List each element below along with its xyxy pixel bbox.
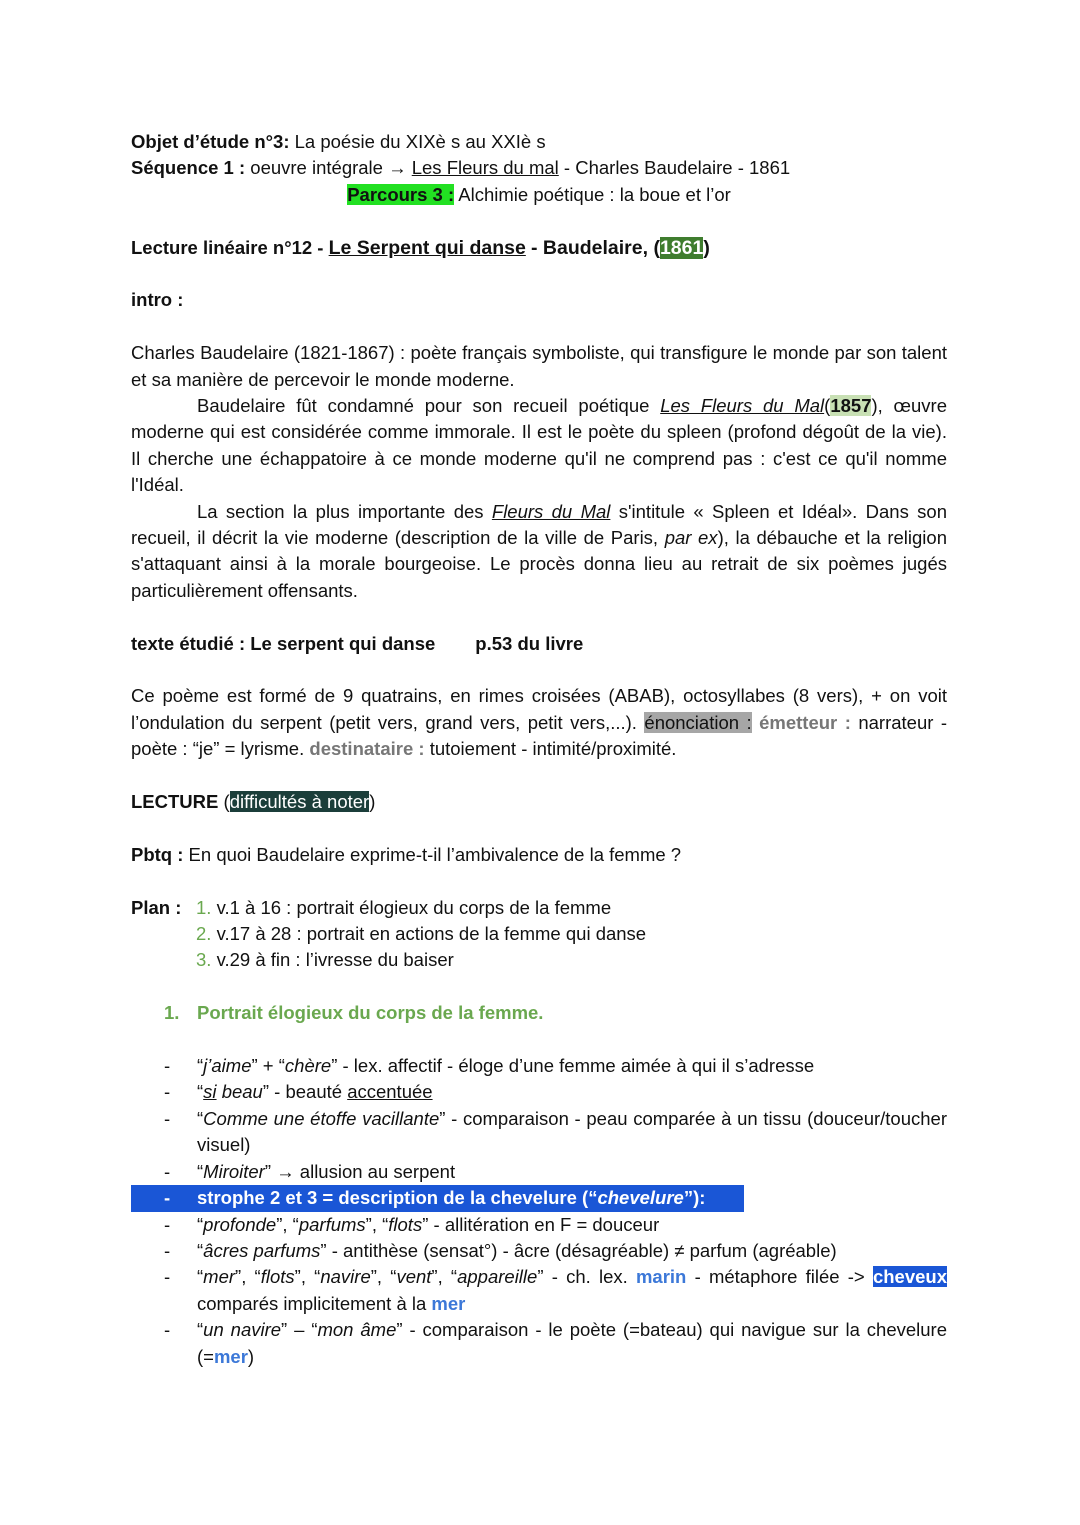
list-item: - “j’aime” + “chère” - lex. affectif - éloge d’une femme aimée à qui il s’adresse — [164, 1055, 815, 1077]
pbtq-label: Pbtq : — [131, 843, 184, 865]
p2-text-a: Baudelaire fût condamné pour son recueil poétique — [197, 395, 650, 417]
lecture-label: LECTURE — [131, 791, 219, 813]
plan-item-3 — [131, 947, 947, 973]
list-item: - “Comme une étoffe vacillante” - comparaison - peau comparée à un tissu (douceur/toucher visuel) — [164, 1107, 947, 1156]
lecture-close: ) — [369, 791, 376, 813]
sequence-line — [131, 155, 947, 181]
lecture-open: ( — [223, 791, 230, 813]
section-1-title: Portrait élogieux du corps de la femme. — [197, 1002, 544, 1024]
sequence-rest: - Charles Baudelaire - 1861 — [563, 157, 791, 179]
lecture-note: difficultés à noter — [229, 791, 370, 813]
parcours-line — [131, 182, 947, 208]
list-item: - “mer”, “flots”, “navire”, “vent”, “appareille” - ch. lex. marin - métaphore filée -> cheveux comparés implicitement à la mer — [164, 1266, 948, 1314]
p3-text-b: s'intitule « Spleen et Idéal». Dans son recueil, il décrit la vie moderne (description de la ville de Paris, — [131, 500, 948, 549]
list-item: - “profonde”, “parfums”, “flots” - allitération en F = douceur — [164, 1213, 660, 1235]
texte-etudie — [131, 631, 947, 657]
enonciation-label: énonciation : — [644, 711, 752, 733]
plan-item-2 — [131, 921, 947, 947]
p2-open: ( — [824, 395, 831, 417]
p3-work: Fleurs du Mal — [491, 500, 611, 522]
objet-text: La poésie du XIXè s au XXIè s — [294, 131, 546, 152]
analyse-paragraph — [131, 683, 947, 762]
poem-title: Le Serpent qui danse — [328, 236, 526, 259]
section-1-num: 1. — [164, 1002, 180, 1024]
plan-text-2: v.17 à 28 : portrait en actions de la femme qui danse — [216, 923, 647, 945]
intro-paragraph-2 — [131, 393, 947, 499]
analyse-a: Ce poème est formé de 9 quatrains, en rimes croisées (ABAB), octosyllabes (8 vers), + on voit l’ondulation du serpent (petit vers, grand vers, petit vers,...). — [131, 685, 947, 733]
destinataire-label: destinataire : — [309, 738, 425, 760]
title-close: ) — [703, 236, 710, 259]
p2-text-b: ), œuvre moderne qui est considérée comme immorale. Il est le poète du spleen (profond dégoût de la vie). Il cherche une échappatoire à ce monde moderne qu'il ne comprend pas : c'est ce qu'il nomme l'Idéal. — [131, 395, 948, 496]
texte-page: p.53 du livre — [475, 632, 584, 654]
lecture-title — [131, 235, 947, 261]
sequence-text: oeuvre intégrale → — [250, 157, 407, 179]
list-item: - “si beau” - beauté accentuée — [164, 1081, 433, 1103]
pbtq-line — [131, 842, 947, 868]
plan-num-2: 2. — [196, 923, 212, 945]
emetteur-label: émetteur : — [759, 711, 851, 733]
plan-item-1 — [131, 895, 947, 921]
intro-paragraph-3 — [131, 499, 947, 605]
lecture-line — [131, 789, 947, 815]
intro-paragraph-1: Charles Baudelaire (1821-1867) : poète français symboliste, qui transfigure le monde par son talent et sa manière de percevoir le monde moderne. — [131, 342, 947, 390]
title-prefix: Lecture linéaire n°12 - — [131, 236, 324, 258]
sequence-label: Séquence 1 : — [131, 157, 246, 179]
intro-heading: intro : — [131, 289, 184, 311]
texte-label: texte étudié : Le serpent qui danse — [131, 632, 436, 654]
p3-text-c: ), la débauche et la religion s'attaquant ainsi à la morale bourgeoise. Le procès donna lieu au retrait de six poèmes jugés particulièrement offensants. — [131, 527, 947, 601]
parcours-text: Alchimie poétique : la boue et l’or — [458, 183, 731, 205]
analyse-c: tutoiement - intimité/proximité. — [429, 738, 677, 760]
plan-num-3: 3. — [196, 949, 212, 971]
sequence-work: Les Fleurs du mal — [411, 157, 559, 179]
pbtq-text: En quoi Baudelaire exprime-t-il l’ambivalence de la femme ? — [188, 843, 682, 865]
plan-text-3: v.29 à fin : l’ivresse du baiser — [216, 949, 454, 971]
plan-text-1: v.1 à 16 : portrait élogieux du corps de la femme — [216, 896, 612, 918]
parcours-label: Parcours 3 : — [347, 183, 455, 205]
analysis-list — [131, 1053, 947, 1370]
p2-work: Les Fleurs du Mal — [660, 395, 825, 417]
objet-label: Objet d’étude n°3: — [131, 131, 290, 152]
plan-num-1: 1. — [196, 896, 212, 918]
objet-line — [131, 129, 947, 155]
list-item-highlighted: - strophe 2 et 3 = description de la chevelure (“chevelure”): — [131, 1185, 947, 1211]
p3-text-a: La section la plus importante des — [197, 500, 484, 522]
list-item: - “âcres parfums” - antithèse (sensat°) - âcre (désagréable) ≠ parfum (agréable) — [164, 1239, 837, 1261]
p2-year: 1857 — [830, 395, 872, 417]
title-author: - Baudelaire, ( — [530, 236, 660, 259]
analyse-b: narrateur - poète : “je” = lyrisme. — [131, 711, 948, 760]
document-page — [131, 129, 947, 1370]
list-item: - “un navire” – “mon âme” - comparaison - le poète (=bateau) qui navigue sur la chevelure (=mer) — [164, 1319, 947, 1367]
list-item: - “Miroiter” → allusion au serpent — [164, 1160, 456, 1182]
plan-label: Plan : — [131, 896, 182, 918]
section-1-heading — [131, 1000, 947, 1026]
p3-ex: par ex — [664, 527, 718, 549]
title-year: 1861 — [659, 236, 704, 259]
